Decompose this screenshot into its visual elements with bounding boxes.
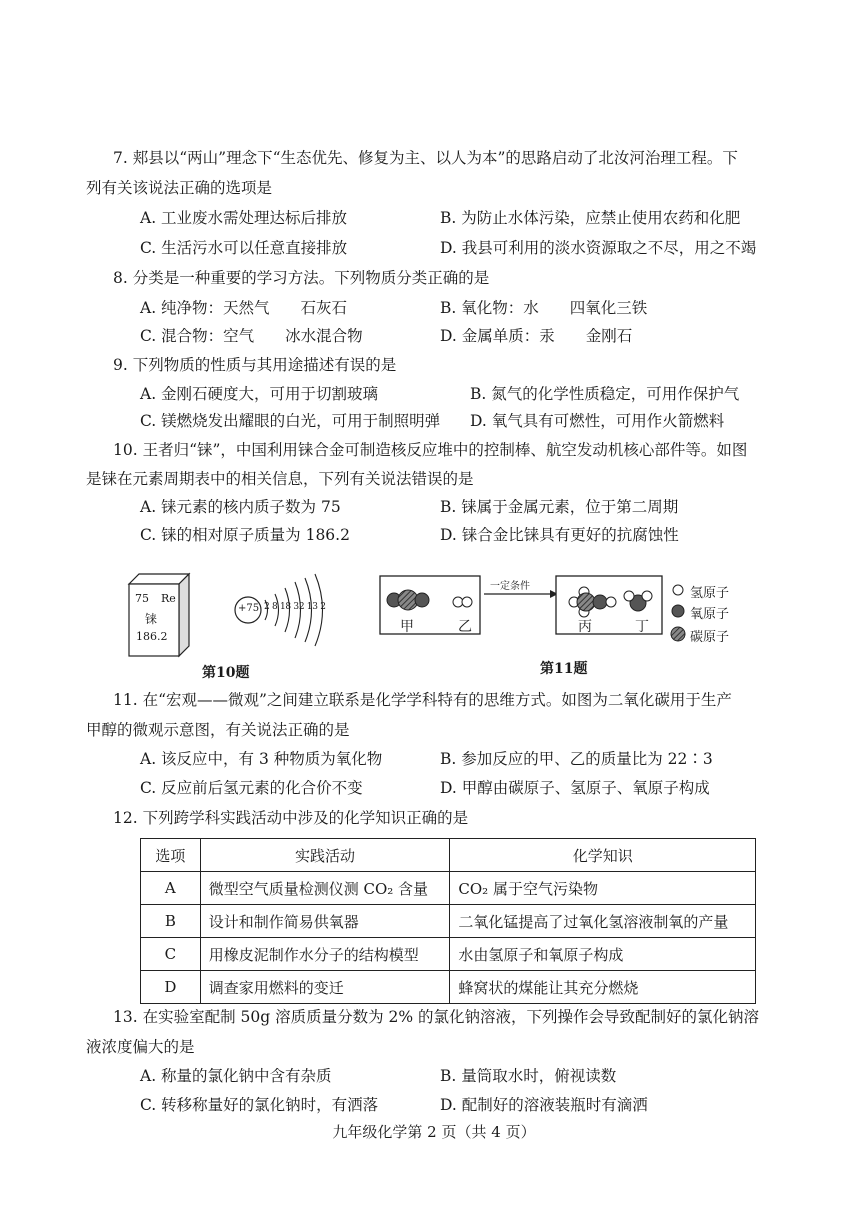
q13-option-a: A. 称量的氯化钠中含有杂质 [140,1067,332,1085]
q13-option-c: C. 转移称量好的氯化钠时，有洒落 [140,1096,379,1114]
q7-stem-line2: 列有关该说法正确的选项是 [86,179,273,197]
q13-option-b: B. 量筒取水时，俯视读数 [440,1067,617,1085]
table-row [141,938,756,971]
figure-10 [125,570,350,660]
q12-stem: 12. 下列跨学科实践活动中涉及的化学知识正确的是 [113,809,469,827]
q11-option-d: D. 甲醇由碳原子、氢原子、氧原子构成 [440,779,710,797]
table-cell-knowledge: CO₂ 属于空气污染物 [450,872,756,905]
label-jia: 甲 [400,619,414,635]
element-name: 铼 [145,612,158,626]
figure-11 [378,572,758,664]
q10-option-b: B. 铼属于金属元素，位于第二周期 [440,498,679,516]
q11-stem-line1: 11. 在“宏观——微观”之间建立联系是化学学科特有的思维方式。如图为二氧化碳用于生产 [113,691,732,709]
q10-stem-line2: 是铼在元素周期表中的相关信息，下列有关说法错误的是 [86,470,474,488]
table-cell-option: A [141,872,201,905]
rhenium-diagram [125,570,350,660]
table-header-knowledge: 化学知识 [450,839,756,872]
table-cell-activity: 微型空气质量检测仪测 CO₂ 含量 [200,872,450,905]
q10-option-a: A. 铼元素的核内质子数为 75 [140,498,341,516]
element-symbol: Re [161,592,176,605]
label-bing: 丙 [578,619,592,635]
table-row [141,872,756,905]
table-cell-knowledge: 水由氢原子和氧原子构成 [450,938,756,971]
q7-stem-line1: 7. 郏县以“两山”理念下“生态优先、修复为主、以人为本”的思路启动了北汝河治理工程。下 [113,149,738,167]
table-cell-option: B [141,905,201,938]
table-header-option: 选项 [141,839,201,872]
element-mass: 186.2 [136,630,168,643]
label-yi: 乙 [458,619,472,635]
q10-option-c: C. 铼的相对原子质量为 186.2 [140,526,350,544]
q8-option-b: B. 氧化物：水 四氧化三铁 [440,299,648,317]
table-cell-knowledge: 二氧化锰提高了过氧化氢溶液制氧的产量 [450,905,756,938]
electron-shells: 2 8 18 32 13 2 [264,602,326,612]
q8-stem: 8. 分类是一种重要的学习方法。下列物质分类正确的是 [113,269,490,287]
label-ding: 丁 [635,619,649,635]
q11-stem-line2: 甲醇的微观示意图，有关说法正确的是 [86,721,350,739]
q9-stem: 9. 下列物质的性质与其用途描述有误的是 [113,356,397,374]
table-cell-knowledge: 蜂窝状的煤能让其充分燃烧 [450,971,756,1004]
legend-carbon: 碳原子 [690,630,730,645]
q12-table [140,838,756,1004]
q9-option-d: D. 氧气具有可燃性，可用作火箭燃料 [470,412,725,430]
legend-oxygen: 氧原子 [690,607,730,622]
q11-option-a: A. 该反应中，有 3 种物质为氧化物 [140,750,383,768]
q13-stem-line1: 13. 在实验室配制 50g 溶质质量分数为 2% 的氯化钠溶液，下列操作会导致配制好的氯化钠溶 [113,1008,760,1026]
table-cell-activity: 设计和制作简易供氧器 [200,905,450,938]
table-cell-activity: 调查家用燃料的变迁 [200,971,450,1004]
element-atomic-number: 75 [135,592,149,605]
q13-option-d: D. 配制好的溶液装瓶时有滴洒 [440,1096,648,1114]
q7-option-a: A. 工业废水需处理达标后排放 [140,209,348,227]
q9-option-c: C. 镁燃烧发出耀眼的白光，可用于制照明弹 [140,412,441,430]
table-cell-option: D [141,971,201,1004]
q7-option-c: C. 生活污水可以任意直接排放 [140,239,348,257]
nucleus-charge: +75 [238,603,260,614]
q10-stem-line1: 10. 王者归“铼”，中国利用铼合金可制造核反应堆中的控制棒、航空发动机核心部件等。如图 [113,441,748,459]
q8-option-c: C. 混合物：空气 冰水混合物 [140,327,363,345]
table-cell-activity: 用橡皮泥制作水分子的结构模型 [200,938,450,971]
q8-option-a: A. 纯净物：天然气 石灰石 [140,299,348,317]
page-footer: 九年级化学第 2 页（共 4 页） [332,1123,536,1141]
table-header-row [141,839,756,872]
figure-10-caption: 第10题 [202,665,250,681]
table-cell-option: C [141,938,201,971]
q7-option-b: B. 为防止水体污染，应禁止使用农药和化肥 [440,209,741,227]
q11-option-c: C. 反应前后氢元素的化合价不变 [140,779,363,797]
table-row [141,971,756,1004]
reaction-condition: 一定条件 [490,581,530,592]
legend-hydrogen: 氢原子 [690,586,730,601]
q9-option-a: A. 金刚石硬度大，可用于切割玻璃 [140,385,379,403]
figure-11-caption: 第11题 [540,661,588,677]
q11-option-b: B. 参加反应的甲、乙的质量比为 22∶3 [440,750,713,768]
q8-option-d: D. 金属单质：汞 金刚石 [440,327,633,345]
q7-option-d: D. 我县可利用的淡水资源取之不尽，用之不竭 [440,239,757,257]
q13-stem-line2: 液浓度偏大的是 [86,1038,195,1056]
table-header-activity: 实践活动 [200,839,450,872]
q9-option-b: B. 氮气的化学性质稳定，可用作保护气 [470,385,740,403]
q10-option-d: D. 铼合金比铼具有更好的抗腐蚀性 [440,526,679,544]
table-row [141,905,756,938]
